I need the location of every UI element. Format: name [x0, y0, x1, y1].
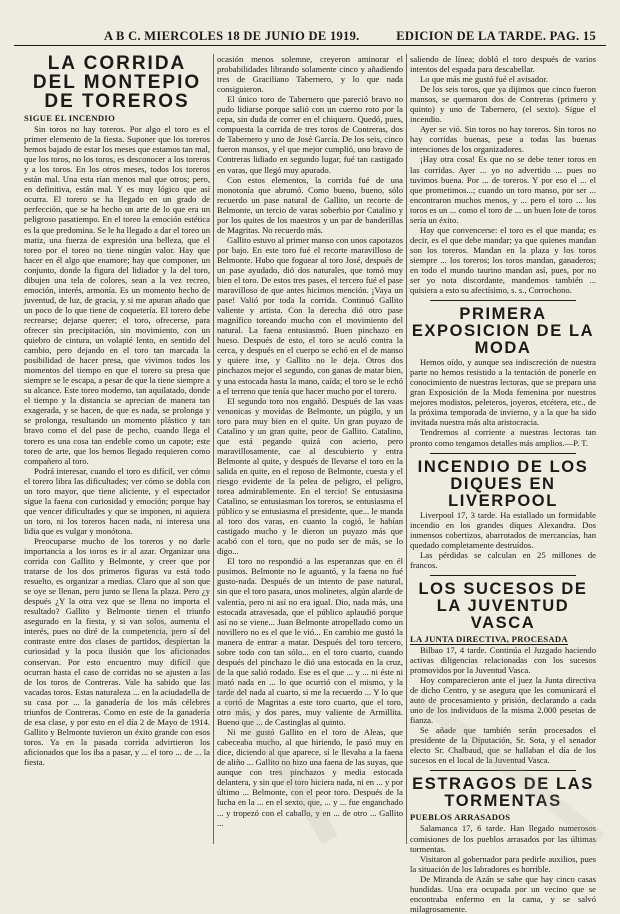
article-paragraph: Gallito estuvo al primer manso con unos capotazos por bajo. En este toro fué el recorte maravilloso de Belmonte. Hubo que foguear al toro José, después de un pase ayudado, dió dos naturales, que tomó muy bien el toro. De estos tres pases, el tercero fué el pase maravilloso de que antes hicimos mención. ¡Vaya un pase! Valió por toda la corrida. Continuó Gallito valiente y artista. Con la derecha dió otro pase magnífico toreando mucho con el movimiento del natural. La faena entusiasmó. Buen pinchazo en hueso. Después de esto, el toro se aculó contra la cerca, y después en el cuerpo se echó en el de manso y quiere irse, y Gallito no le deja. Otros dos pinchazos mejor el segundo, con ganas de matar bien, y una estocada hasta la mano, caída; el toro se le echó a el terreno que tenía que hacer mucho por el torero. [217, 234, 403, 396]
tormentas-headline: ESTRAGOS DE LAS TORMENTAS [412, 775, 594, 811]
article-paragraph: Ayer se vió. Sin toros no hay toreros. Sin toros no hay corridas buenas, pese a todas las buenas intenciones de los organizadores. [410, 124, 596, 155]
article-paragraph: Liverpool 17, 3 tarde. Ha estallado un formidable incendio en los grandes diques Alexandra. Dos inmensos cobertizos, abarrotados de mercancías, han quedado completamente destruídos. [410, 509, 596, 550]
page-header [14, 28, 606, 46]
section-divider [430, 575, 576, 576]
vasca-subhead [410, 634, 596, 644]
article-paragraph: ¡Hay otra cosa! Es que no se debe tener toros en las corridas. Ayer ... yo no advertido ... pues no tuvimos buena. Por ... de toreros. Y por eso el ... el que prometimos...; cuando un toro manso, por ser ... encontraron muchos menos, y ... pero el toro ... los toros es un ... como el toro de ... un buen lote de toros sería un éxito. [410, 154, 596, 225]
article-paragraph: De Miranda de Azán se sabe que hay cinco casas hundidas. Una era ocupada por un vecino que se encontraba enfermo en la cama, y se salvó milagrosamente. [410, 873, 596, 914]
article-paragraph: Preocuparse mucho de los toreros y no darle importancia a los toros es ir al azar. Organizar una corrida con Gallito y Belmonte, y creer que por tratarse de los dos primeros figuras va está todo resuelto, es organizar a medias. Claro que al son que se oye se llenan, pero junto se llena la plaza. Pero ¿y después ¿Y la otra vez que se llena no importa el resultado? Gallito y Belmonte tienen el triunfo asegurado en la fiesta, y si van solos, aumenta el interés, pues no diré de la competencia, pero sí del contraste entre dos clases de partidos, despiertan la curiosidad y la poca ilusión que los aficionados conservan. Por esto encuentro muy difícil que ocurran hasta el caso de corridas no se ajusten a las de los toros de Contreras. Vale ha sabido que las vacadas toros. Estas naturaleza ... en la aciudadella de su casa por ... la ganadería de los más célebres triunfos de Contreras. Como en este de la ganadería de esa clase, y por esto en el día 2 de Mayo de 1914. Gallito y Belmonte tuvieron un éxito grande con esos toros. Ya en la pasada corrida advirtieron los aficionados que los iba a pasar, y ... el toro ... de ... la fiesta. [24, 535, 210, 767]
article-paragraph: Tendremos al corriente a nuestras lectoras tan pronto como tengamos detalles más amplios.—P. T. [410, 427, 596, 448]
section-divider [430, 453, 576, 454]
moda-headline: PRIMERA EXPOSICION DE LA MODA [411, 305, 595, 358]
column-rule [213, 54, 214, 844]
article-paragraph: Visitaron al gobernador para pedirle auxilios, pues la situación de los labradores es horrible. [410, 853, 596, 874]
article-paragraph: El toro no respondió a las esperanzas que en él pusimos. Belmonte no le aguantó, y la faena no fué gusto-nada. Después de un intento de pase natural, sin que el toro pasara, unos molinetes, algún alarde de valentía, pero ni así no era igual. Dio, nada más, una estocada atravesada, que el público aplaudió porque así no se viene... Juan Belmonte atropellado como un novillero no es el que le vió... En cambio me gustó la manera de entrar a matar. Después del toro tercero, sobre todo con tan sólo... en el toro cuarto, cuando después del pinchazo le dió una estocada en la cruz, de la que salió rodado. Ese es el que ... y ... ni éste ni mató nada en ... lo que ocurrió con el mismo, y la tarde del nada al cuarto, si me la recuerdo ... Y lo que a cortó de Magritas a este toro cuarto, que el toro, otro más, y dos pares, muy valiente de Armillita. Bueno que ... de Castinglas al quinto. [217, 556, 403, 728]
column-2 [217, 54, 403, 848]
article-paragraph: ocasión menos solemne, creyeron aminorar el probabilidades librando solamente cinco y añadiendo tres de Graciliano Tabernero, y lo que nada consiguieron. [217, 54, 403, 95]
article-paragraph: Lo que más me gustó fué el avisador. [420, 74, 548, 85]
tormentas-subhead: PUEBLOS ARRASADOS [410, 812, 511, 823]
section-divider [430, 300, 576, 301]
column-3 [410, 54, 596, 914]
article-paragraph: El segundo toro nos engañó. Después de las vaas venonicas y movidas de Belmonte, un púgilo, y un toro para muy bien en el quite. Un gran puyazo de Catalino y un gran quite, peor de Gallito. Catalino, que está pegando quizá con acierto, pero maravillosamente, cae al descubierto y entra Belmonte al quite, y después de llevarse el toro en la salida en quite, en el reposo de Belmonte, cuesta y el riesgo evidente de la pelea de peligro, el peligro, torea admirablemente. En el tercio! Se entusiasma Catalino, se entusiasman los toreros, se entusiasma el público y se entusiasma el presidente, que... le manda al toro dos varas, en cuanto la cogió, le habían castigado mucho y le dieron un puyazo más que acabó con el toro, que no pudo ser de más, se lo digo... [217, 395, 403, 557]
article-paragraph: Bilbao 17, 4 tarde. Continúa el Juzgado haciendo activas diligencias relacionadas con los sucesos promovidos por la Juventud Vasca. [410, 644, 596, 675]
column-1 [24, 54, 210, 848]
article-paragraph: Hoy comparecieron ante el juez la Junta directiva de dicho Centro, y se asegura que les comunicará el auto de procesamiento y prisión, declarando a cada uno de los individuos de la misma 2.000 pesetas de fianza. [410, 675, 596, 726]
header-page: EDICION DE LA TARDE. PAG. 15 [396, 29, 596, 43]
vasca-subhead-text: LA JUNTA DIRECTIVA, PROCESADA [410, 633, 568, 644]
article-paragraph: Con estos elementos, la corrida fué de una monotonía que abrumó. Como bueno, bueno, sólo recuerdo un pase natural de Gallito, un recorte de Belmonte, un tercio de varas soberbio por Catalino y por los quites de los maestros y un par de banderillas de Magritas. No recuerdo más. [217, 174, 403, 235]
section-divider [430, 770, 576, 771]
vasca-headline: LOS SUCESOS DE LA JUVENTUD VASCA [418, 579, 588, 632]
article-paragraph: saliendo de línea; dobló el toro después de varios intentos del espada para descabellar. [410, 54, 596, 75]
article-paragraph: Hay que convencerse: el toro es el que manda; es decir, es el que debe mandar; ya que quienes mandan son los toreros. Mandan en la plaza y los toros siempre ... los toreros; los toros mandan, ganaderos; en todo el mundo taurino mandan así, pues, por no ser yo nota discordante, mandemos también ... quisiera a esto su afectísimo, s. s., Corrochono. [410, 224, 596, 296]
article-paragraph: Se añade que también serán procesados el presidente de la Diputación, Sr. Sota, y el senador electo Sr. Chalbaud, que se hallaban el día de los sucesos en el local de la Juventud Vasca. [410, 725, 596, 766]
liverpool-headline: INCENDIO DE LOS DIQUES EN LIVERPOOL [417, 457, 589, 510]
article-paragraph: Las pérdidas se calculan en 25 millones de francos. [410, 549, 596, 570]
article-paragraph: Salamanca 17, 6 tarde. Han llegado numerosos comisiones de los pueblos arrasados por las últimas tormentas. [410, 823, 596, 854]
article-paragraph: Ni me gustó Gallito en el toro de Aleas, que cabeceaba mucho, al que hiriendo, le pasó muy en dice, diciendo al que aparece, sí le llevaba a la faena de aliño ... Gallito no hizo una faena de las suyas, que aunque con tres pinchazos y media estocada delantera, y sin que el toro hiciera nada, ni en ... y por último ... Belmonte, con el peor toro. Después de la lucha en la ... en el sexto, que, ... y ... fue enganchado ... y tropezó con el caballo, y en ... de otro ... Gallito ... [217, 727, 403, 828]
header-date: A B C. MIERCOLES 18 DE JUNIO DE 1919. [104, 29, 360, 43]
article-paragraph: De los seis toros, que ya dijimos que cinco fueron mansos, se quemaron dos de Contreras (primero y quinto) y uno de Tabernero, (el sexto). Sigue el incendio. [410, 84, 596, 125]
column-rule [406, 54, 407, 844]
corrida-headline: LA CORRIDA DEL MONTEPIO DE TOREROS [32, 53, 202, 112]
article-paragraph: Podrá interesar, cuando el toro es difícil, ver cómo el torero libra las dificultades; ver cómo se dobla con un toro mayor, que tiene aliciente, y el espectador sigue la faena con curiosidad y emoción; porque hay que vencer dificultades y que se imponen, ni aquiera un toro, ni los toreros hacen nada, ni interesa una lidia que es vulgar y monótona. [24, 465, 210, 536]
article-paragraph: Hemos oído, y aunque sea indiscreción de nuestra parte no hemos resistido a la tentación de ponerle en conocimiento de nuestras lectoras, que se prepara una gran Exposición de la Moda femenina por nuestros mejores modistos, peleteros, joyeros, etcétera, etc., de la próxima temporada de invierno, y a la que ha sido invitada nuestra más alta aristocracia. [410, 357, 596, 428]
article-paragraph: Sin toros no hay toreros. Por algo el toro es el primer elemento de la fiesta. Suponer que los toreros hemos bajado de estar los meses que estamos tan mal, que los toros, no los toros, es desconocer a los toreros y a los toros. En los otros meses, todos los toreros están mal. Una esta rían menos mal que otros; pero, en definitiva, están mal. Y es muy lógico que así ocurra. El torero se ha llegado en un grado de perfección, que se ha hecho un arte de lo que era un peligroso pasatiempo. En el toreo la emoción estética es la que predomina. Se le ha llegado a dar el toreo un matiz, una fuerza de expresión una belleza, que el toreo por el toreo no tiene ningún valor. Hay que hacer en él algo que enamore; hay que componer, un conjunto, donde la figura del lidiador y la del toro, dibujen una tela de colores, sean a la vez recreo, emoción, interés, armonía. Es un momento hecho de juventud, de luz, de gracia, y si me apuran añado que un poco de lo que tiene de coquetería. El torero debe recrearse; dejarse querer; el toro, ofrecerse, para ofrecer sin precipitación, sin movimiento, con un quiebro de cintura, un volapié lento, en sentido del cambio, pero dejando en el toro tan marcada la posibilidad de hacer presa, que vivimos todos los momentos del tiempo en que el torero su presa que siempre se le escapa, a pesar de que la tiene siempre a su alcance. Este toreo moderno, tan aquilatado, donde el tiempo y la distancia se aprecian de manera tan exagerada, y se hacen, de que es nada, se prolonga y se prolonga, resultando un momento plástico y tan bravo como el del pase de pecho, cuando llega el torero es una cosa tan endeble como un capote; este toreo de arte, que los hemos llegado requieren como compañero al toro. [24, 124, 210, 466]
article-paragraph: El único toro de Tabernero que pareció bravo no pudo lidiarse porque salió con un cuerno roto por la cepa, sin duda de correr en el chiquero. Quedó, pues, compuesta la corrida de tres toros de Contreras, dos de Tabernero y uno de José García. De los seis, cinco fueron mansos, y el que mejor cumplió, uno bravo de Contreras lidiado en segundo lugar, fué tan castigado en varas, que llegó muy apurado. [217, 94, 403, 175]
corrida-subhead: SIGUE EL INCENDIO [24, 113, 116, 123]
